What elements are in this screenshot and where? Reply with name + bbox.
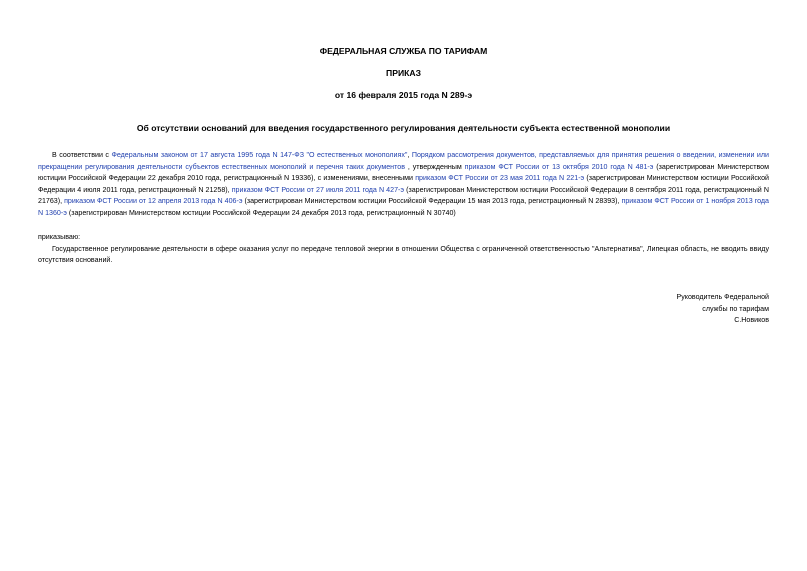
preamble-text: , утвержденным (405, 162, 465, 171)
signature-agency: службы по тарифам (702, 304, 769, 313)
preamble-block (38, 150, 769, 220)
preamble-text: (зарегистрирован Министерством юстиции Российской Федерации 24 декабря 2013 года, регистрационный N 30740) (66, 208, 456, 217)
preamble-paragraph (38, 150, 769, 220)
link-order-406[interactable]: приказом ФСТ России от 12 апреля 2013 года N 406-э (64, 197, 243, 206)
order-lead: приказываю: (38, 233, 81, 241)
signature-position: Руководитель Федеральной (676, 293, 769, 301)
preamble-text: (зарегистрирован Министерством юстиции Российской Федерации 15 мая 2013 года, регистрационный N 28393), (242, 197, 622, 206)
document-title: Об отсутствии оснований для введения государственного регулирования деятельности субъекта естественной монополии (136, 123, 671, 133)
preamble-text: (зарегистрирован Министерством юстиции Российской Федерации 8 сентября 2011 года, регистрационный N 21763), (38, 185, 769, 206)
order-text: Государственное регулирование деятельности в сфере оказания услуг по передаче тепловой энергии в отношении Общества с ограниченной ответственностью "Альтернатива", Липецкая область, не вводить ввиду отсутствия оснований. (38, 244, 769, 265)
link-order-1360[interactable]: приказом ФСТ России от 1 ноября 2013 года N 1360-э (38, 197, 769, 217)
preamble-text: , (407, 151, 412, 159)
preamble-text: В соответствии с (52, 151, 112, 159)
link-federal-law[interactable]: Федеральным законом от 17 августа 1995 года N 147-ФЗ "О естественных монополиях" (111, 151, 408, 159)
preamble-text: (зарегистрирован Министерством юстиции Российской Федерации 22 декабря 2010 года, регистрационный N 19336), с изменениями, внесенными (38, 162, 769, 183)
link-order-427[interactable]: приказом ФСТ России от 27 июля 2011 года N 427-э (231, 185, 404, 194)
doc-type-heading: ПРИКАЗ (386, 68, 421, 78)
order-block (38, 232, 769, 267)
preamble-text: (зарегистрирован Министерством юстиции Российской Федерации 4 июля 2011 года, регистрационный N 21258), (38, 174, 769, 194)
link-order-221[interactable]: приказом ФСТ России от 23 мая 2011 года N 221-э (415, 174, 585, 183)
link-order-481[interactable]: приказом ФСТ России от 13 октября 2010 года N 481-э (464, 162, 654, 171)
link-procedure[interactable]: Порядком рассмотрения документов, представляемых для принятия решения о введении, изменении или прекращении регулирования деятельности субъектов естественных монополий и перечня таких документов (38, 151, 769, 171)
date-number-heading: от 16 февраля 2015 года N 289-э (334, 90, 473, 100)
signature-name: С.Новиков (734, 316, 769, 325)
signature-block (569, 292, 769, 327)
agency-heading: ФЕДЕРАЛЬНАЯ СЛУЖБА ПО ТАРИФАМ (319, 46, 488, 56)
